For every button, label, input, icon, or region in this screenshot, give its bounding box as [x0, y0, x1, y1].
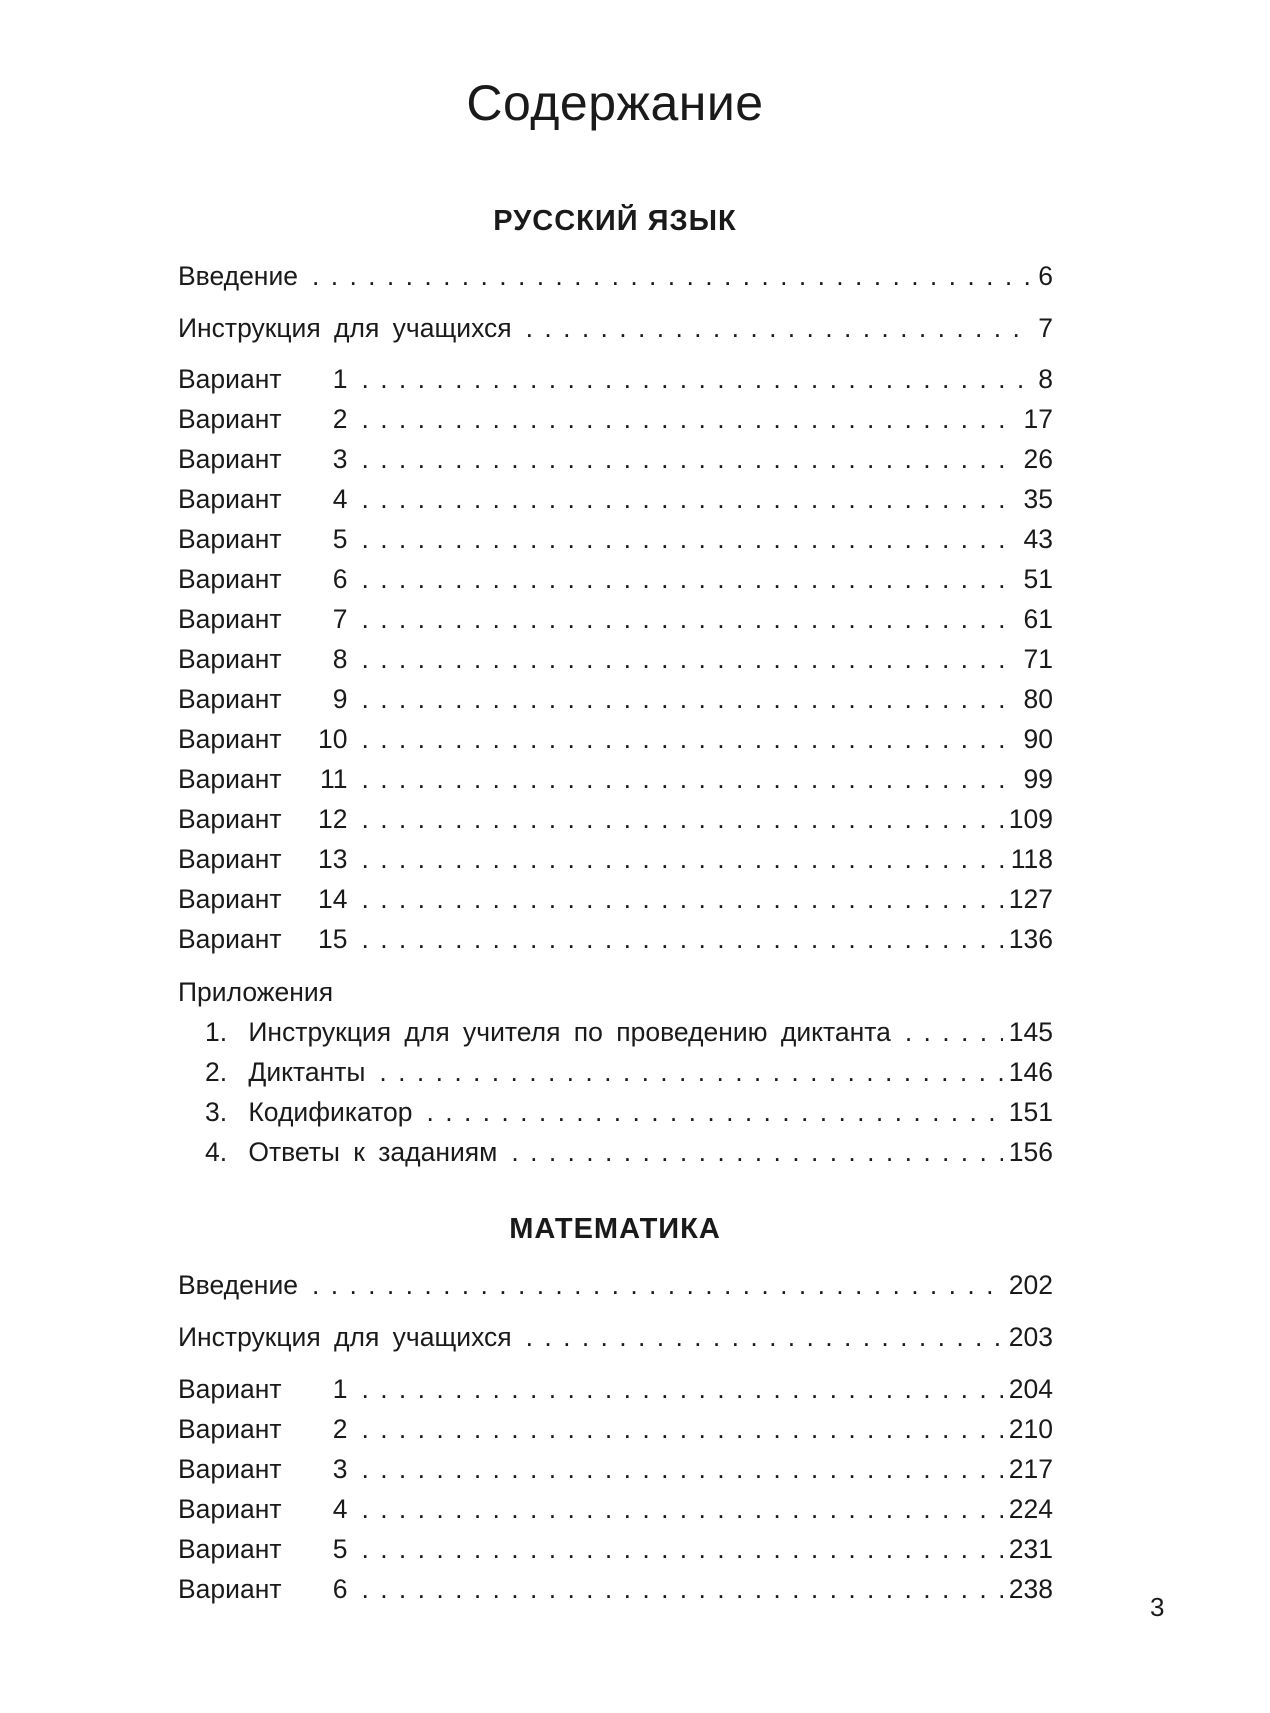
entry-page: 80: [1023, 684, 1053, 714]
dot-leader: [312, 258, 1032, 294]
entry-label: [178, 1571, 347, 1607]
entry-label: [178, 761, 347, 797]
entry-page: 156: [1008, 1137, 1053, 1167]
entry-page: 6: [1038, 261, 1053, 291]
dot-leader: [361, 481, 1017, 517]
entry-label: [178, 681, 347, 717]
entry-page: 204: [1008, 1374, 1053, 1404]
variant-number: 8: [332, 644, 348, 674]
variant-word: Вариант: [178, 1494, 282, 1524]
entry-label: [178, 601, 347, 637]
entry-page: 43: [1023, 524, 1053, 554]
variant-word: Вариант: [178, 1534, 282, 1564]
entry-page: 26: [1023, 444, 1053, 474]
entry-page: 127: [1008, 884, 1053, 914]
toc-entry-appendix[interactable]: [205, 1094, 1053, 1130]
entry-label: [178, 1411, 347, 1447]
toc-entry-math-variant[interactable]: [178, 1571, 1053, 1607]
toc-entry-russian-variant[interactable]: [178, 801, 1053, 837]
entry-label: [205, 1014, 891, 1050]
variant-number: 3: [332, 444, 348, 474]
section-heading-russian: РУССКИЙ ЯЗЫК: [493, 205, 737, 237]
entry-page: 118: [1010, 844, 1053, 874]
entry-page: 146: [1008, 1057, 1053, 1087]
dot-leader: [526, 310, 1033, 346]
toc-entry-math-variant[interactable]: [178, 1451, 1053, 1487]
toc-entry-russian-variant[interactable]: [178, 881, 1053, 917]
entry-label: [178, 1451, 347, 1487]
toc-entry-russian-instruction[interactable]: [178, 310, 1053, 346]
variant-word: Вариант: [178, 564, 282, 594]
variant-word: Вариант: [178, 844, 282, 874]
variant-word: Вариант: [178, 644, 282, 674]
dot-leader: [361, 1451, 1002, 1487]
toc-entry-russian-variant[interactable]: [178, 921, 1053, 957]
dot-leader: [361, 1571, 1002, 1607]
entry-page: 151: [1008, 1097, 1053, 1127]
toc-entry-russian-variant[interactable]: [178, 441, 1053, 477]
entry-page: 8: [1038, 364, 1053, 394]
entry-label: [178, 1371, 347, 1407]
entry-page: 217: [1008, 1454, 1053, 1484]
toc-entry-math-intro[interactable]: [178, 1267, 1053, 1303]
variant-number: 7: [332, 604, 348, 634]
toc-entry-russian-variant[interactable]: [178, 641, 1053, 677]
dot-leader: [361, 1491, 1002, 1527]
appendix-label: Приложения: [178, 977, 334, 1007]
dot-leader: [361, 401, 1017, 437]
variant-word: Вариант: [178, 1374, 282, 1404]
dot-leader: [361, 441, 1017, 477]
variant-word: Вариант: [178, 684, 282, 714]
entry-label: Введение: [178, 261, 298, 291]
entry-page: 71: [1023, 644, 1053, 674]
variant-number: 15: [317, 924, 348, 954]
variant-number: 2: [332, 404, 348, 434]
dot-leader: [361, 801, 1002, 837]
entry-label: Введение: [178, 1270, 298, 1300]
dot-leader: [361, 641, 1017, 677]
appendix-title: Кодификатор: [248, 1097, 413, 1127]
toc-entry-appendix[interactable]: [205, 1014, 1053, 1050]
variant-word: Вариант: [178, 444, 282, 474]
variant-word: Вариант: [178, 1574, 282, 1604]
entry-page: 90: [1023, 724, 1053, 754]
entry-label: [178, 881, 347, 917]
toc-entry-russian-variant[interactable]: [178, 721, 1053, 757]
dot-leader: [361, 841, 1004, 877]
variant-word: Вариант: [178, 404, 282, 434]
toc-entry-math-instruction[interactable]: [178, 1319, 1053, 1355]
dot-leader: [361, 881, 1002, 917]
variant-number: 11: [319, 764, 348, 794]
toc-entry-appendix[interactable]: [205, 1134, 1053, 1170]
entry-label: [178, 1531, 347, 1567]
entry-label: [178, 921, 347, 957]
entry-page: 61: [1023, 604, 1053, 634]
entry-label: [178, 1491, 347, 1527]
dot-leader: [361, 761, 1017, 797]
variant-number: 9: [332, 684, 348, 714]
dot-leader: [905, 1014, 1003, 1050]
variant-number: 1: [332, 364, 348, 394]
variant-number: 1: [332, 1374, 348, 1404]
appendix-index: 1.: [205, 1017, 228, 1047]
dot-leader: [526, 1319, 1003, 1355]
entry-page: 210: [1008, 1414, 1053, 1444]
appendix-index: 2.: [205, 1057, 228, 1087]
dot-leader: [361, 681, 1017, 717]
entry-page: 238: [1008, 1574, 1053, 1604]
dot-leader: [312, 1267, 1003, 1303]
dot-leader: [361, 1531, 1002, 1567]
variant-number: 3: [332, 1454, 348, 1484]
toc-entry-russian-variant[interactable]: [178, 841, 1053, 877]
toc-entry-math-variant[interactable]: [178, 1411, 1053, 1447]
toc-entry-russian-variant[interactable]: [178, 521, 1053, 557]
entry-label: [178, 361, 347, 397]
entry-page: 7: [1038, 313, 1053, 343]
toc-entry-russian-variant[interactable]: [178, 361, 1053, 397]
toc-entry-russian-intro[interactable]: [178, 258, 1053, 294]
dot-leader: [361, 601, 1017, 637]
page-number: 3: [1150, 1592, 1165, 1622]
entry-page: 224: [1008, 1494, 1053, 1524]
variant-number: 2: [332, 1414, 348, 1444]
appendix-title: Инструкция для учителя по проведению диктанта: [248, 1017, 891, 1047]
appendix-heading: [178, 974, 678, 1010]
entry-label: [178, 561, 347, 597]
entry-page: 231: [1008, 1534, 1053, 1564]
section-heading-math: МАТЕМАТИКА: [509, 1213, 721, 1245]
dot-leader: [427, 1094, 1003, 1130]
entry-page: 51: [1023, 564, 1053, 594]
toc-entry-russian-variant[interactable]: [178, 681, 1053, 717]
entry-label: [178, 721, 347, 757]
variant-number: 4: [332, 484, 348, 514]
entry-label: Инструкция для учащихся: [178, 313, 512, 343]
appendix-title: Ответы к заданиям: [248, 1137, 498, 1167]
entry-label: [178, 641, 347, 677]
variant-word: Вариант: [178, 484, 282, 514]
page-title: Содержание: [466, 75, 764, 131]
entry-label: [205, 1054, 365, 1090]
toc-entry-russian-variant[interactable]: [178, 761, 1053, 797]
entry-label: [178, 841, 347, 877]
toc-entry-russian-variant[interactable]: [178, 401, 1053, 437]
appendix-index: 4.: [205, 1137, 228, 1167]
entry-label: [178, 801, 347, 837]
variant-number: 14: [317, 884, 348, 914]
dot-leader: [361, 921, 1002, 957]
variant-number: 4: [332, 1494, 348, 1524]
entry-page: 203: [1008, 1322, 1053, 1352]
dot-leader: [379, 1054, 1002, 1090]
variant-number: 13: [317, 844, 348, 874]
entry-label: Инструкция для учащихся: [178, 1322, 512, 1352]
dot-leader: [361, 521, 1017, 557]
dot-leader: [361, 721, 1017, 757]
variant-word: Вариант: [178, 764, 282, 794]
variant-number: 10: [317, 724, 348, 754]
dot-leader: [361, 1411, 1002, 1447]
variant-number: 5: [332, 524, 348, 554]
variant-word: Вариант: [178, 924, 282, 954]
entry-label: [205, 1094, 413, 1130]
toc-entry-russian-variant[interactable]: [178, 481, 1053, 517]
entry-page: 202: [1008, 1270, 1053, 1300]
entry-page: 17: [1023, 404, 1053, 434]
variant-number: 12: [317, 804, 348, 834]
entry-page: 145: [1008, 1017, 1053, 1047]
dot-leader: [511, 1134, 1002, 1170]
entry-page: 35: [1023, 484, 1053, 514]
toc-entry-appendix[interactable]: [205, 1054, 1053, 1090]
variant-word: Вариант: [178, 884, 282, 914]
appendix-index: 3.: [205, 1097, 228, 1127]
variant-number: 6: [332, 1574, 348, 1604]
variant-word: Вариант: [178, 524, 282, 554]
dot-leader: [361, 1371, 1002, 1407]
entry-label: [178, 481, 347, 517]
toc-entry-russian-variant[interactable]: [178, 561, 1053, 597]
entry-page: 136: [1008, 924, 1053, 954]
variant-word: Вариант: [178, 1454, 282, 1484]
toc-entry-math-variant[interactable]: [178, 1371, 1053, 1407]
variant-word: Вариант: [178, 604, 282, 634]
entry-label: [205, 1134, 497, 1170]
dot-leader: [361, 561, 1017, 597]
variant-number: 6: [332, 564, 348, 594]
variant-word: Вариант: [178, 1414, 282, 1444]
entry-label: [178, 441, 347, 477]
entry-label: [178, 521, 347, 557]
entry-page: 99: [1023, 764, 1053, 794]
toc-entry-math-variant[interactable]: [178, 1491, 1053, 1527]
variant-number: 5: [332, 1534, 348, 1564]
toc-entry-math-variant[interactable]: [178, 1531, 1053, 1567]
appendix-title: Диктанты: [248, 1057, 366, 1087]
toc-entry-russian-variant[interactable]: [178, 601, 1053, 637]
dot-leader: [361, 361, 1032, 397]
entry-label: [178, 401, 347, 437]
variant-word: Вариант: [178, 804, 282, 834]
entry-page: 109: [1008, 804, 1053, 834]
variant-word: Вариант: [178, 724, 282, 754]
variant-word: Вариант: [178, 364, 282, 394]
